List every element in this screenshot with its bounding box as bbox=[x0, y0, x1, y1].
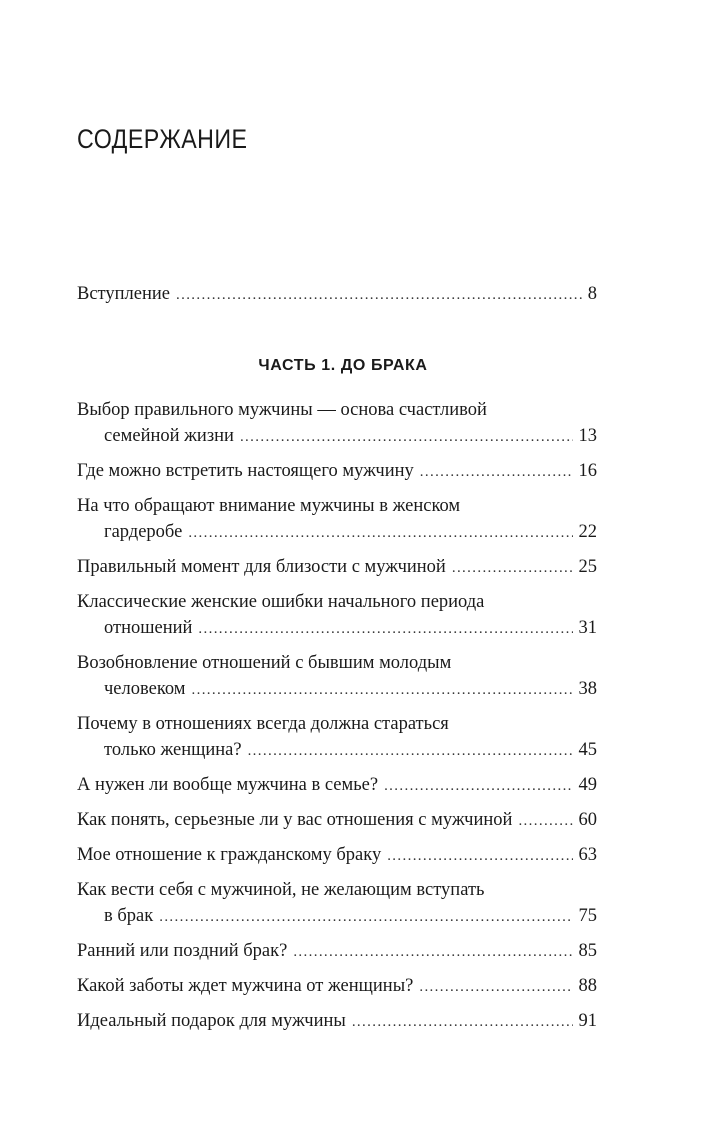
toc-entry-title: Классические женские ошибки начального периода bbox=[77, 592, 485, 612]
toc-entry-page: 85 bbox=[578, 941, 597, 961]
toc-entry-intro bbox=[77, 281, 597, 308]
toc-entry bbox=[77, 458, 597, 485]
toc-entry bbox=[77, 589, 597, 642]
toc-entry-title-continued: отношений bbox=[104, 618, 193, 638]
dot-leader bbox=[293, 939, 572, 965]
toc-entry-page: 25 bbox=[578, 557, 597, 577]
toc-entry bbox=[77, 711, 597, 764]
toc-entry-title: Где можно встретить настоящего мужчину bbox=[77, 461, 414, 481]
toc-entry-page: 75 bbox=[578, 906, 597, 926]
toc-entry bbox=[77, 554, 597, 581]
dot-leader bbox=[419, 974, 572, 1000]
toc-entry-title: Возобновление отношений с бывшим молодым bbox=[77, 653, 452, 673]
toc-entry-title-continued: в брак bbox=[104, 906, 154, 926]
toc-entry-page: 16 bbox=[578, 461, 597, 481]
toc-entry-title-continued: только женщина? bbox=[104, 740, 242, 760]
toc-entry-title-continued: гардеробе bbox=[104, 522, 183, 542]
toc-entry bbox=[77, 807, 597, 834]
toc-entry bbox=[77, 842, 597, 869]
toc-entry-page: 31 bbox=[578, 618, 597, 638]
toc-entry-title: А нужен ли вообще мужчина в семье? bbox=[77, 775, 379, 795]
dot-leader bbox=[159, 904, 572, 930]
part-entries bbox=[77, 397, 597, 1035]
part-heading: ЧАСТЬ 1. ДО БРАКА bbox=[258, 357, 428, 374]
toc-entry-page: 63 bbox=[578, 845, 597, 865]
toc-entry-title: Идеальный подарок для мужчины bbox=[77, 1011, 346, 1031]
dot-leader bbox=[384, 773, 572, 799]
toc-entry-page: 49 bbox=[578, 775, 597, 795]
toc-entry-page: 13 bbox=[578, 426, 597, 446]
toc-entry-title: Вступление bbox=[77, 284, 170, 304]
toc-entry-page: 22 bbox=[578, 522, 597, 542]
page-title: СОДЕРЖАНИЕ bbox=[77, 124, 248, 154]
toc-entry-title: На что обращают внимание мужчины в женском bbox=[77, 496, 461, 516]
toc-entry bbox=[77, 650, 597, 703]
toc-entry-title-continued: семейной жизни bbox=[104, 426, 234, 446]
toc-entry-page: 38 bbox=[578, 679, 597, 699]
toc-entry bbox=[77, 877, 597, 930]
toc-entry-title: Выбор правильного мужчины — основа счастливой bbox=[77, 400, 487, 420]
dot-leader bbox=[420, 459, 573, 485]
dot-leader bbox=[188, 520, 572, 546]
toc-entry-title: Ранний или поздний брак? bbox=[77, 941, 288, 961]
toc-entry bbox=[77, 938, 597, 965]
toc-entry bbox=[77, 493, 597, 546]
toc-entry bbox=[77, 973, 597, 1000]
toc-entry-title: Мое отношение к гражданскому браку bbox=[77, 845, 382, 865]
toc-entry-title: Почему в отношениях всегда должна стараться bbox=[77, 714, 449, 734]
toc-entry-page: 8 bbox=[587, 284, 597, 304]
toc-entry-page: 45 bbox=[578, 740, 597, 760]
toc-entry-title: Как вести себя с мужчиной, не желающим вступать bbox=[77, 880, 485, 900]
dot-leader bbox=[240, 424, 573, 450]
toc-entry-title: Как понять, серьезные ли у вас отношения с мужчиной bbox=[77, 810, 513, 830]
toc-entry-page: 88 bbox=[578, 976, 597, 996]
toc-entry bbox=[77, 1008, 597, 1035]
toc-entry bbox=[77, 772, 597, 799]
dot-leader bbox=[198, 616, 572, 642]
dot-leader bbox=[352, 1009, 573, 1035]
toc-entry-title: Какой заботы ждет мужчина от женщины? bbox=[77, 976, 414, 996]
toc-entry bbox=[77, 397, 597, 450]
dot-leader bbox=[387, 843, 572, 869]
dot-leader bbox=[518, 808, 572, 834]
dot-leader bbox=[248, 738, 573, 764]
toc-entry-title: Правильный момент для близости с мужчиной bbox=[77, 557, 446, 577]
toc-entry-page: 60 bbox=[578, 810, 597, 830]
dot-leader bbox=[192, 677, 573, 703]
table-of-contents bbox=[77, 281, 597, 1035]
dot-leader bbox=[176, 282, 582, 308]
toc-entry-title-continued: человеком bbox=[104, 679, 186, 699]
toc-entry-page: 91 bbox=[578, 1011, 597, 1031]
dot-leader bbox=[452, 555, 573, 581]
